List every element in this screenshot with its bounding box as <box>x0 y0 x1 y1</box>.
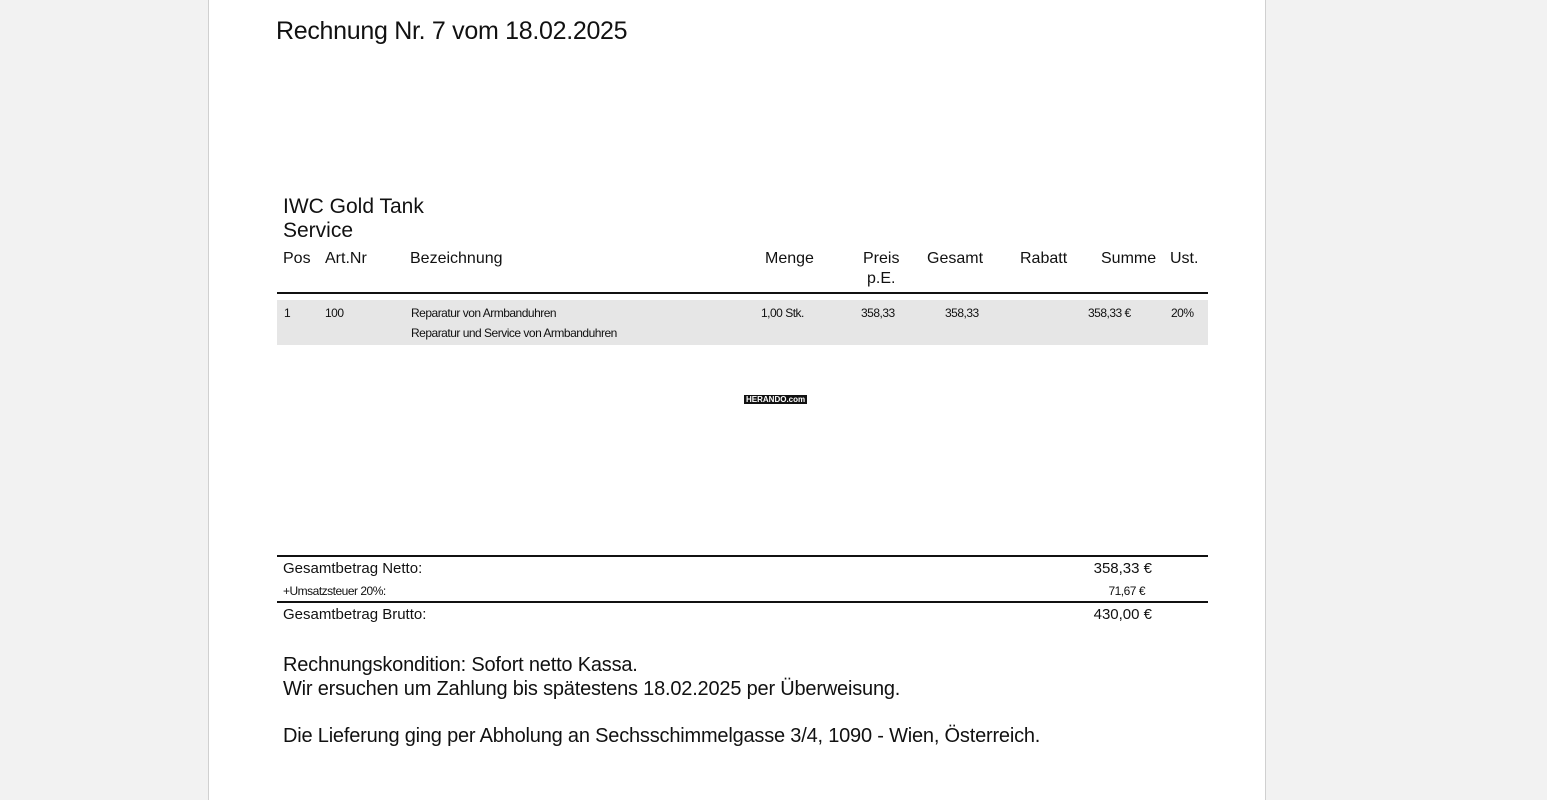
brutto-value: 430,00 € <box>1093 606 1152 623</box>
row-ust: 20% <box>1171 306 1194 320</box>
header-preis <box>863 250 899 288</box>
invoice-subject <box>283 195 424 243</box>
invoice-page <box>208 0 1266 800</box>
subject-line-2: Service <box>283 219 354 242</box>
netto-label: Gesamtbetrag Netto: <box>283 560 423 577</box>
ust-value: 71,67 € <box>1108 584 1145 598</box>
brutto-label: Gesamtbetrag Brutto: <box>283 606 427 623</box>
row-summe: 358,33 € <box>1088 306 1131 320</box>
row-gesamt: 358,33 <box>945 306 979 320</box>
watermark: HERANDO.com <box>746 395 806 404</box>
header-menge: Menge <box>765 250 814 267</box>
header-rabatt: Rabatt <box>1020 250 1068 267</box>
header-bezeichnung: Bezeichnung <box>410 250 503 267</box>
ust-label: +Umsatzsteuer 20%: <box>283 584 386 598</box>
row-preis: 358,33 <box>861 306 895 320</box>
payment-condition: Rechnungskondition: Sofort netto Kassa. <box>283 654 638 676</box>
row-menge: 1,00 Stk. <box>761 306 804 320</box>
subject-line-1: IWC Gold Tank <box>283 195 424 218</box>
netto-value: 358,33 € <box>1093 560 1152 577</box>
totals-bottom-divider <box>277 601 1208 603</box>
row-art-nr: 100 <box>325 306 344 320</box>
header-preis-line-1: Preis <box>863 250 900 267</box>
header-ust: Ust. <box>1170 250 1199 267</box>
header-pos: Pos <box>283 250 311 267</box>
header-divider <box>277 292 1208 294</box>
invoice-title: Rechnung Nr. 7 vom 18.02.2025 <box>276 17 628 45</box>
payment-request: Wir ersuchen um Zahlung bis spätestens 18.02.2025 per Überweisung. <box>283 678 901 700</box>
totals-top-divider <box>277 555 1208 557</box>
delivery-note: Die Lieferung ging per Abholung an Sechsschimmelgasse 3/4, 1090 - Wien, Österreich. <box>283 725 1041 747</box>
header-art-nr: Art.Nr <box>325 250 367 267</box>
row-beschreibung: Reparatur und Service von Armbanduhren <box>411 326 617 340</box>
header-summe: Summe <box>1101 250 1157 267</box>
header-preis-line-2: p.E. <box>866 270 896 287</box>
row-pos: 1 <box>284 306 291 320</box>
header-gesamt: Gesamt <box>927 250 984 267</box>
row-bezeichnung: Reparatur von Armbanduhren <box>411 306 557 320</box>
